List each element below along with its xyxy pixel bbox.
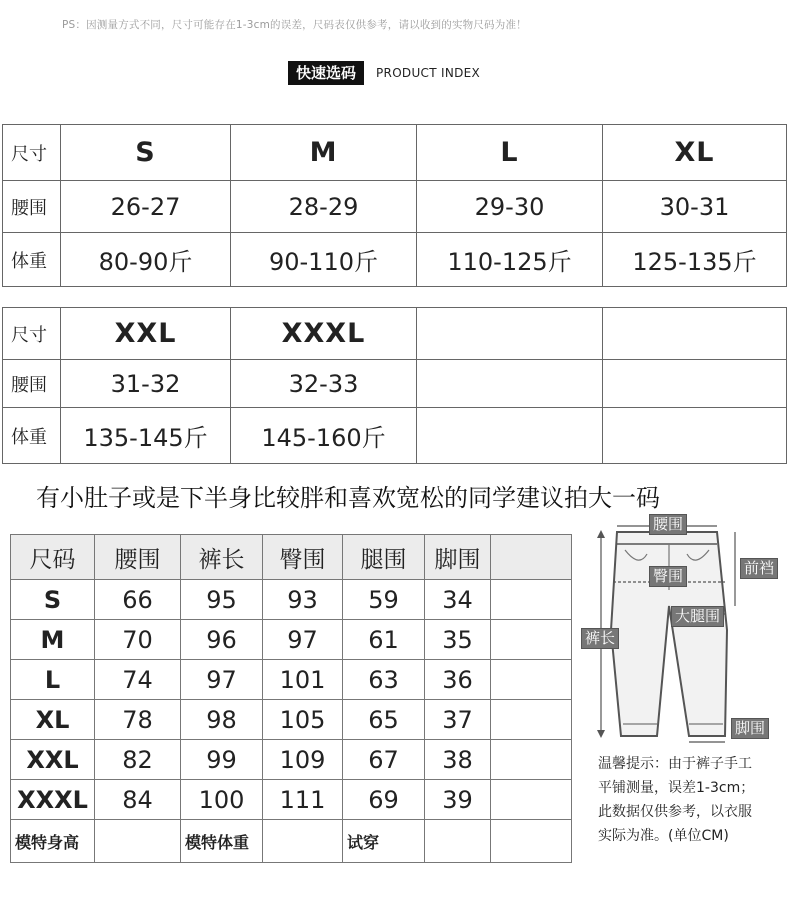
table-footer-row: [11, 820, 572, 863]
tip-line: 此数据仅供参考，以衣服: [598, 804, 752, 820]
leg-opening-cell: 34: [425, 580, 491, 620]
leg-opening-label: 脚围: [731, 718, 769, 739]
thigh-cell: 61: [343, 620, 425, 660]
weight-row: [3, 233, 787, 287]
table-header-row: [11, 535, 572, 580]
row-label-waist: 腰围: [3, 181, 61, 233]
hip-cell: 101: [263, 660, 343, 700]
size-cell: S: [11, 580, 95, 620]
table-row: [11, 700, 572, 740]
size-cell: XXXL: [11, 780, 95, 820]
waist-cell: 30-31: [603, 181, 787, 233]
hip-cell: 109: [263, 740, 343, 780]
rise-label: 前裆: [740, 558, 778, 579]
row-label-size: 尺寸: [3, 308, 61, 360]
weight-cell: [603, 408, 787, 464]
leg-opening-cell: 37: [425, 700, 491, 740]
weight-cell: 145-160斤: [231, 408, 417, 464]
thigh-cell: 59: [343, 580, 425, 620]
leg-opening-cell: 38: [425, 740, 491, 780]
hip-cell: 105: [263, 700, 343, 740]
section-title-cn: 快速选码: [288, 61, 364, 85]
fitting-label: 试穿: [343, 820, 425, 863]
pants-measurement-diagram: [577, 510, 787, 750]
waist-cell: [603, 360, 787, 408]
model-height-value: [95, 820, 181, 863]
leg-opening-cell: 39: [425, 780, 491, 820]
header-thigh: 腿围: [343, 535, 425, 580]
size-cell: XXL: [61, 308, 231, 360]
fitting-value: [425, 820, 491, 863]
hip-label: 臀围: [649, 566, 687, 587]
size-cell: L: [417, 125, 603, 181]
length-label: 裤长: [581, 628, 619, 649]
size-cell: S: [61, 125, 231, 181]
waist-cell: 32-33: [231, 360, 417, 408]
empty-cell: [491, 580, 572, 620]
empty-cell: [491, 660, 572, 700]
empty-cell: [491, 700, 572, 740]
header-empty: [491, 535, 572, 580]
weight-cell: 80-90斤: [61, 233, 231, 287]
size-cell: XL: [603, 125, 787, 181]
hip-cell: 93: [263, 580, 343, 620]
size-cell: XXL: [11, 740, 95, 780]
thigh-cell: 69: [343, 780, 425, 820]
waist-cell: 70: [95, 620, 181, 660]
size-cell: [603, 308, 787, 360]
size-cell: M: [11, 620, 95, 660]
weight-cell: 135-145斤: [61, 408, 231, 464]
length-cell: 96: [181, 620, 263, 660]
tip-line: 平铺测量，误差1-3cm；: [598, 780, 755, 796]
waist-cell: 78: [95, 700, 181, 740]
thigh-cell: 65: [343, 700, 425, 740]
thigh-cell: 67: [343, 740, 425, 780]
row-label-size: 尺寸: [3, 125, 61, 181]
quick-size-table-2: [2, 307, 787, 464]
waist-cell: 84: [95, 780, 181, 820]
tip-line: 实际为准。(单位CM): [598, 828, 729, 844]
size-up-advice: 有小肚子或是下半身比较胖和喜欢宽松的同学建议拍大一码: [36, 484, 660, 512]
empty-cell: [491, 740, 572, 780]
header-length: 裤长: [181, 535, 263, 580]
size-cell: M: [231, 125, 417, 181]
header-hip: 臀围: [263, 535, 343, 580]
measurement-tip: [598, 752, 788, 848]
weight-cell: [417, 408, 603, 464]
weight-cell: 90-110斤: [231, 233, 417, 287]
size-cell: XXXL: [231, 308, 417, 360]
size-row: [3, 125, 787, 181]
waist-cell: 31-32: [61, 360, 231, 408]
waist-label: 腰围: [649, 514, 687, 535]
size-cell: XL: [11, 700, 95, 740]
leg-opening-cell: 36: [425, 660, 491, 700]
size-cell: [417, 308, 603, 360]
tip-line: 温馨提示：由于裤子手工: [598, 756, 752, 772]
thigh-cell: 63: [343, 660, 425, 700]
table-row: [11, 580, 572, 620]
hip-cell: 97: [263, 620, 343, 660]
leg-opening-cell: 35: [425, 620, 491, 660]
waist-cell: 29-30: [417, 181, 603, 233]
hip-cell: 111: [263, 780, 343, 820]
waist-cell: 28-29: [231, 181, 417, 233]
row-label-weight: 体重: [3, 233, 61, 287]
header-size: 尺码: [11, 535, 95, 580]
weight-cell: 125-135斤: [603, 233, 787, 287]
waist-cell: 66: [95, 580, 181, 620]
table-row: [11, 620, 572, 660]
length-cell: 95: [181, 580, 263, 620]
length-cell: 100: [181, 780, 263, 820]
size-cell: L: [11, 660, 95, 700]
quick-size-table-1: [2, 124, 787, 287]
waist-cell: 26-27: [61, 181, 231, 233]
model-weight-label: 模特体重: [181, 820, 263, 863]
measurement-table: [10, 534, 572, 863]
row-label-waist: 腰围: [3, 360, 61, 408]
table-row: [11, 660, 572, 700]
section-title-en: PRODUCT INDEX: [376, 66, 481, 80]
model-weight-value: [263, 820, 343, 863]
waist-row: [3, 181, 787, 233]
table-row: [11, 740, 572, 780]
weight-row: [3, 408, 787, 464]
footer-empty: [491, 820, 572, 863]
size-row: [3, 308, 787, 360]
empty-cell: [491, 780, 572, 820]
model-height-label: 模特身高: [11, 820, 95, 863]
waist-cell: [417, 360, 603, 408]
waist-row: [3, 360, 787, 408]
section-title: [288, 61, 480, 85]
weight-cell: 110-125斤: [417, 233, 603, 287]
row-label-weight: 体重: [3, 408, 61, 464]
header-leg-opening: 脚围: [425, 535, 491, 580]
length-cell: 98: [181, 700, 263, 740]
measurement-disclaimer: PS：因测量方式不同，尺寸可能存在1-3cm的误差，尺码表仅供参考，请以收到的实物尺码为准！: [62, 19, 527, 31]
length-cell: 99: [181, 740, 263, 780]
waist-cell: 74: [95, 660, 181, 700]
table-row: [11, 780, 572, 820]
empty-cell: [491, 620, 572, 660]
waist-cell: 82: [95, 740, 181, 780]
header-waist: 腰围: [95, 535, 181, 580]
length-cell: 97: [181, 660, 263, 700]
thigh-label: 大腿围: [671, 606, 724, 627]
